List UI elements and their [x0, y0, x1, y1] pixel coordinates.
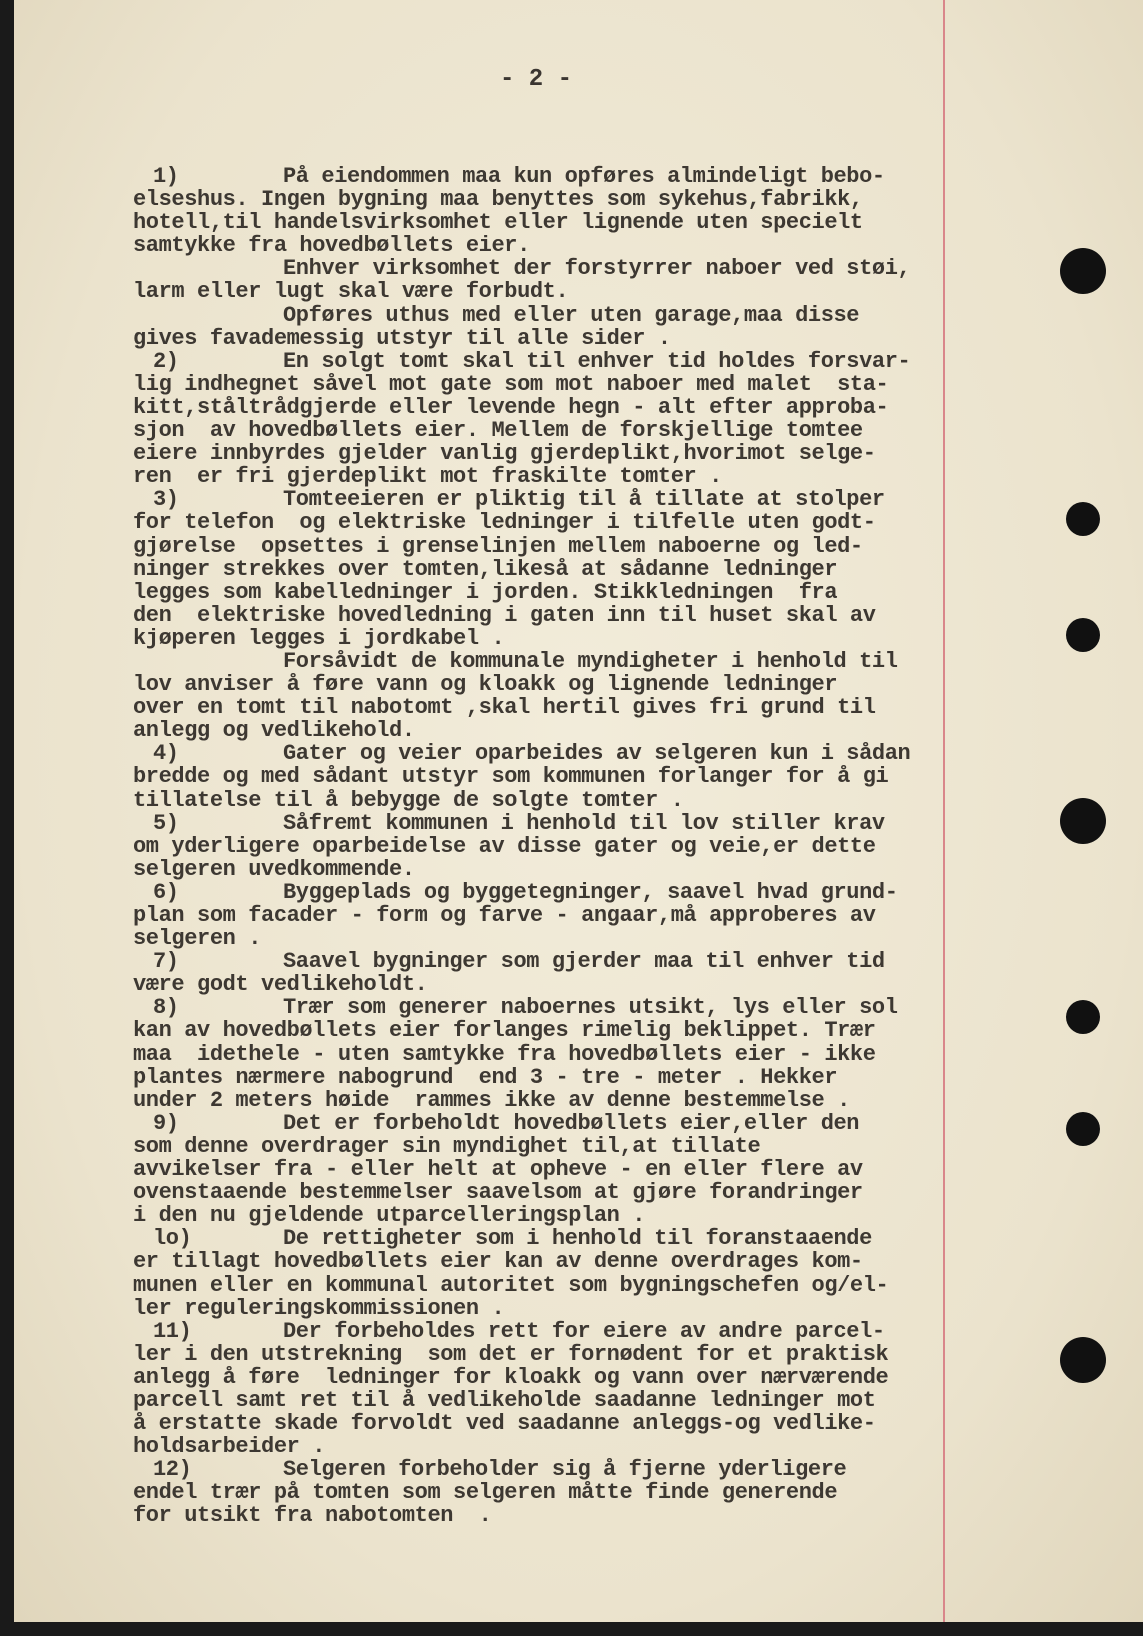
line-text: Tomteeieren er pliktig til å tillate at stolper [283, 487, 885, 513]
line-text: ninger strekkes over tomten,likeså at sådanne ledninger [133, 556, 838, 582]
line-text: ovenstaaende bestemmelser saavelsom at gjøre forandringer [133, 1180, 863, 1206]
line-text: for utsikt fra nabotomten . [133, 1503, 492, 1529]
line-text: ren er fri gjerdeplikt mot fraskilte tomter . [133, 464, 722, 490]
clause-number: 5) [153, 810, 179, 836]
line-text: elseshus. Ingen bygning maa benyttes som sykehus,fabrikk, [133, 187, 863, 213]
line-text: over en tomt til nabotomt ,skal hertil gives fri grund til [133, 695, 876, 721]
line-text: Trær som generer naboernes utsikt, lys eller sol [283, 995, 898, 1021]
line-text: sjon av hovedbøllets eier. Mellem de forskjellige tomtee [133, 418, 863, 444]
line-text: Opføres uthus med eller uten garage,maa disse [283, 302, 860, 328]
line-text: lig indhegnet såvel mot gate som mot naboer med malet sta- [133, 371, 889, 397]
line-text: Der forbeholdes rett for eiere av andre parcel- [283, 1318, 885, 1344]
line-text: bredde og med sådant utstyr som kommunen forlanger for å gi [133, 764, 889, 790]
line-text: eiere innbyrdes gjelder vanlig gjerdeplikt,hvorimot selge- [133, 441, 876, 467]
punch-hole-icon [1060, 798, 1106, 844]
line-text: endel trær på tomten som selgeren måtte finde generende [133, 1480, 838, 1506]
clause-number: 8) [153, 995, 179, 1021]
line-text: samtykke fra hovedbøllets eier. [133, 233, 530, 259]
line-text: På eiendommen maa kun opføres almindeligt bebo- [283, 164, 885, 189]
line-text: gives favademessig utstyr til alle sider . [133, 325, 671, 351]
line-text: hotell,til handelsvirksomhet eller lignende uten specielt [133, 210, 863, 236]
clause-number: 4) [153, 741, 179, 767]
line-text: er tillagt hovedbøllets eier kan av denne overdrages kom- [133, 1249, 863, 1275]
line-text: gjørelse opsettes i grenselinjen mellem naboerne og led- [133, 533, 863, 559]
line-text: plan som facader - form og farve - angaar,må approberes av [133, 903, 876, 928]
line-text: ler reguleringskommissionen . [133, 1295, 505, 1321]
line-text: Det er forbeholdt hovedbøllets eier,eller den [283, 1110, 860, 1136]
punch-hole-icon [1066, 1112, 1100, 1146]
line-text: om yderligere oparbeidelse av disse gater og veie,er dette [133, 833, 876, 859]
line-text: selgeren uvedkommende. [133, 856, 415, 882]
clause-number: 11) [153, 1318, 192, 1344]
line-text: den elektriske hovedledning i gaten inn til huset skal av [133, 602, 876, 628]
clause-number: 9) [153, 1110, 179, 1136]
line-text: for telefon og elektriske ledninger i tilfelle uten godt- [133, 510, 876, 536]
red-margin-line [943, 0, 945, 1622]
line-text: Byggeplads og byggetegninger, saavel hvad grund- [283, 879, 898, 905]
line-text: kan av hovedbøllets eier forlanges rimelig beklippet. Trær [133, 1018, 876, 1044]
line-text: parcell samt ret til å vedlikeholde saadanne ledninger mot [133, 1387, 876, 1413]
line-text: Gater og veier oparbeides av selgeren kun i sådan [283, 741, 911, 767]
line-text: Forsåvidt de kommunale myndigheter i henhold til [283, 648, 898, 674]
line-text: selgeren . [133, 926, 262, 952]
clause-number: 12) [153, 1457, 192, 1483]
line-text: En solgt tomt skal til enhver tid holdes forsvar- [283, 348, 911, 374]
line-text: De rettigheter som i henhold til foranstaaende [283, 1226, 872, 1252]
line-text: ler i den utstrekning som det er fornødent for et praktisk [133, 1341, 889, 1367]
line-text: være godt vedlikeholdt. [133, 972, 428, 998]
line-text: anlegg og vedlikehold. [133, 718, 415, 744]
clause-number: 7) [153, 949, 179, 975]
punch-hole-icon [1066, 1000, 1100, 1034]
clause-number: 2) [153, 348, 179, 374]
line-text: kjøperen legges i jordkabel . [133, 625, 505, 651]
line-text: Såfremt kommunen i henhold til lov stiller krav [283, 810, 885, 836]
punch-hole-icon [1060, 1337, 1106, 1383]
line-text: Selgeren forbeholder sig å fjerne yderligere [283, 1457, 847, 1483]
line-text: larm eller lugt skal være forbudt. [133, 279, 569, 305]
page-number: - 2 - [500, 66, 573, 93]
punch-hole-icon [1060, 248, 1106, 294]
clause-number: 3) [153, 487, 179, 513]
line-text: anlegg å føre ledninger for kloakk og vann over nærværende [133, 1364, 889, 1390]
line-text: tillatelse til å bebygge de solgte tomter . [133, 787, 684, 813]
line-text: maa idethele - uten samtykke fra hovedbøllets eier - ikke [133, 1041, 876, 1067]
clause-number: lo) [153, 1226, 192, 1252]
clause-number: 6) [153, 879, 179, 905]
line-text: plantes nærmere nabogrund end 3 - tre - meter . Hekker [133, 1064, 838, 1090]
document-page [14, 0, 1143, 1622]
clause-number: 1) [153, 164, 179, 189]
line-text: under 2 meters høide rammes ikke av denne bestemmelse . [133, 1087, 850, 1113]
line-text: munen eller en kommunal autoritet som bygningschefen og/el- [133, 1272, 889, 1298]
line-text: kitt,ståltrådgjerde eller levende hegn - alt efter approba- [133, 394, 889, 420]
line-text: i den nu gjeldende utparcelleringsplan . [133, 1203, 646, 1229]
line-text: holdsarbeider . [133, 1434, 326, 1460]
line-text: legges som kabelledninger i jorden. Stikkledningen fra [133, 579, 838, 605]
line-text: lov anviser å føre vann og kloakk og lignende ledninger [133, 672, 838, 698]
punch-hole-icon [1066, 618, 1100, 652]
line-text: Saavel bygninger som gjerder maa til enhver tid [283, 949, 885, 975]
punch-hole-icon [1066, 502, 1100, 536]
line-text: Enhver virksomhet der forstyrrer naboer ved støi, [283, 256, 911, 282]
line-text: å erstatte skade forvoldt ved saadanne anleggs-og vedlike- [133, 1411, 876, 1437]
line-text: avvikelser fra - eller helt at opheve - en eller flere av [133, 1157, 863, 1183]
line-text: som denne overdrager sin myndighet til,at tillate [133, 1133, 761, 1159]
